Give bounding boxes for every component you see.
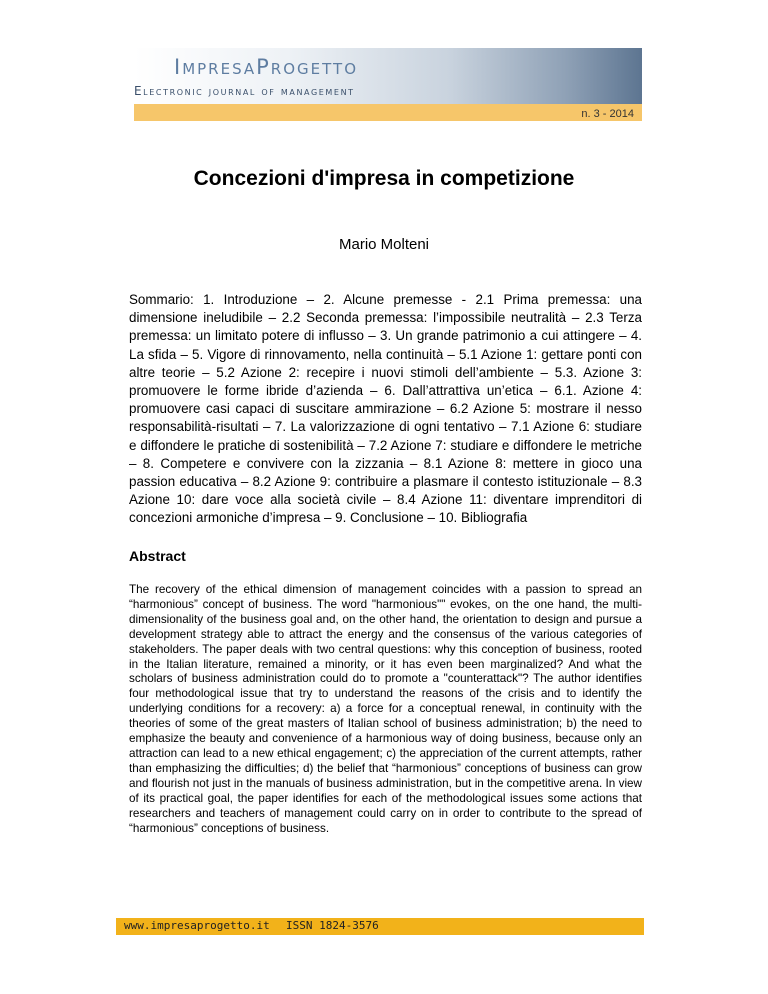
abstract-heading: Abstract (129, 548, 186, 564)
article-author: Mario Molteni (338, 236, 430, 253)
table-of-contents-summary: Sommario: 1. Introduzione – 2. Alcune premesse - 2.1 Prima premessa: una dimensione ineludibile – 2.2 Seconda premessa: l’impossibile neutralità – 2.3 Terza premessa: un limitato potere di influsso – 3. Un grande patrimonio a cui attingere – 4. La sfida – 5. Vigore di rinnovamento, nella continuità – 5.1 Azione 1: gettare ponti con altre teorie – 5.2 Azione 2: recepire i nuovi stimoli dell’ambiente – 5.3. Azione 3: promuovere le forme ibride d’azienda – 6. Dall’attrattiva un’etica – 6.1. Azione 4: promuovere casi capaci di suscitare ammirazione – 6.2 Azione 5: mostrare il nesso responsabilità-risultati – 7. La valorizzazione di ogni tentativo – 7.1 Azione 6: studiare e diffondere le pratiche di sostenibilità – 7.2 Azione 7: studiare e diffondere le metriche – 8. Competere e convivere con la zizzania – 8.1 Azione 8: mettere in gioco una passion educativa – 8.2 Azione 9: contribuire a plasmare il contesto istituzionale – 8.3 Azione 10: dare voce alla società civile – 8.4 Azione 11: diventare imprenditori di concezioni armoniche d’impresa – 9. Conclusione – 10. Bibliografia (129, 292, 642, 526)
footer-issn: ISSN 1824-3576 (286, 919, 379, 932)
article-title: Concezioni d'impresa in competizione (193, 167, 575, 190)
abstract-text: The recovery of the ethical dimension of management coincides with a passion to spread an “harmonious” concept of business. The word "harmonious"" evokes, on the one hand, the multi-dimensionality of the business goal and, on the other hand, the orientation to design and pursue a development strategy able to attract the energy and the consensus of the various categories of stakeholders. The paper deals with two central questions: why this conception of business, rooted in the Italian literature, remained a minority, or it has even been marginalized? And what the scholars of business administration could do to promote a "counterattack"? The author identifies four methodological issue that try to understand the reasons of the crisis and to identify the underlying conditions for a recovery: a) a force for a conceptual renewal, in continuity with the theories of some of the great masters of Italian school of business administration; b) the need to emphasize the beauty and convenience of a harmonious way of doing business, because only an attraction can lead to a new ethical engagement; c) the appreciation of the current attempts, rather than emphasizing the difficulties; d) the belief that “harmonious” conceptions of business can grow and flourish not just in the manuals of business administration, but in the competitive arena. In view of its practical goal, the paper identifies for each of the methodological issues some actions that researchers and teachers of management could carry on in order to contribute to the spread of “harmonious” conceptions of business. (129, 583, 642, 835)
issue-band (134, 104, 642, 121)
journal-header-banner (134, 48, 642, 121)
journal-logo-title: ImpresaProgetto (174, 55, 359, 79)
page-footer (116, 918, 644, 935)
issue-number: n. 3 - 2014 (581, 108, 634, 120)
footer-website-link[interactable]: www.impresaprogetto.it (124, 919, 270, 932)
journal-logo-subtitle: Electronic journal of management (134, 84, 355, 98)
